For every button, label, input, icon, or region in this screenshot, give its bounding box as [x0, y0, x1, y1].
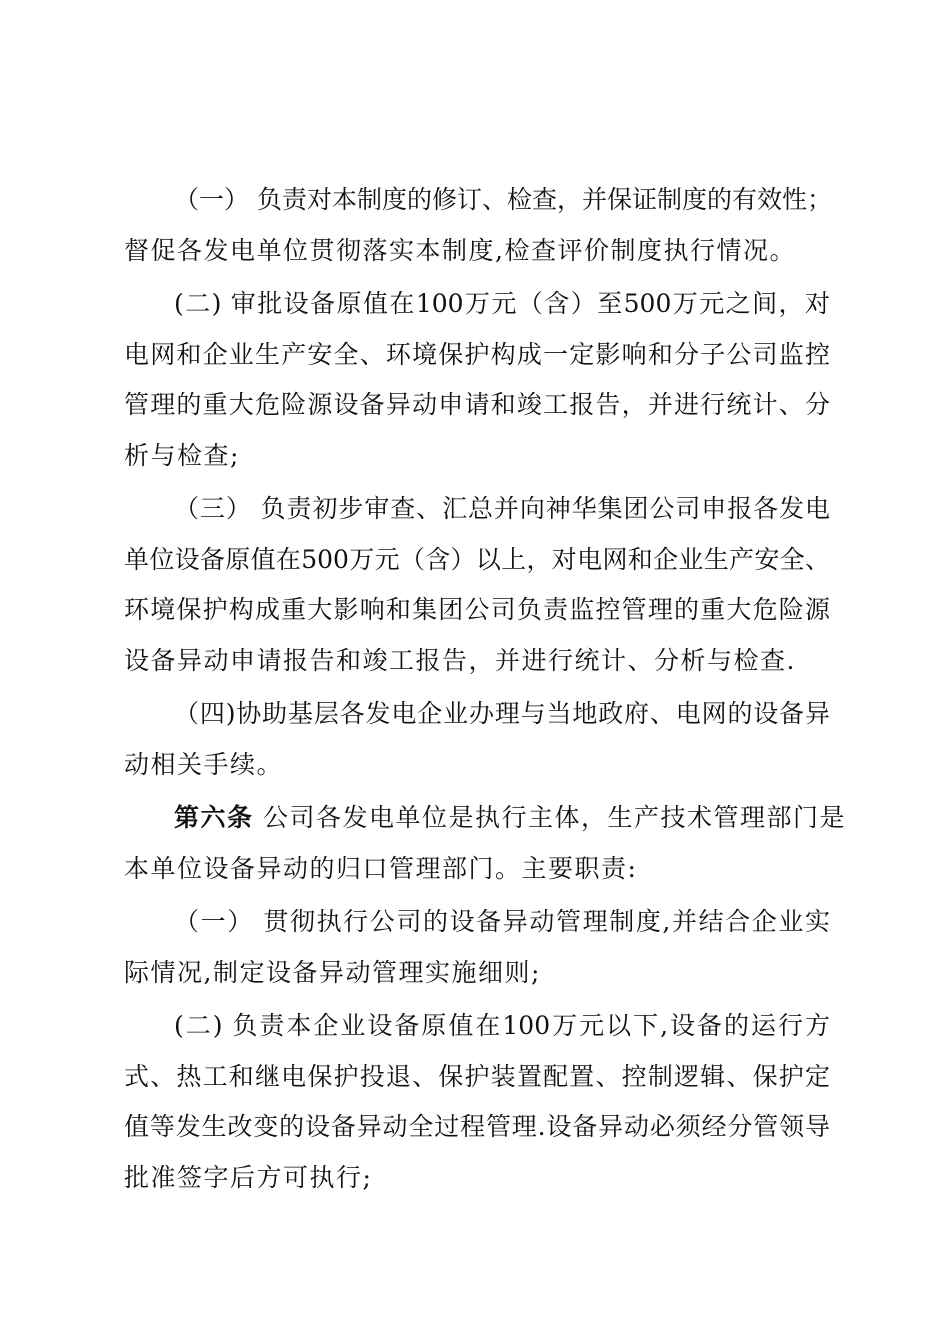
paragraph-line: 督促各发电单位贯彻落实本制度,检查评价制度执行情况。 [124, 235, 796, 265]
paragraph-3 [124, 489, 830, 691]
paragraph-line [124, 798, 846, 849]
paragraph-line: 环境保护构成重大影响和集团公司负责监控管理的重大危险源 [124, 595, 830, 624]
paragraph-line: (二) 审批设备原值在100万元（含）至500万元之间，对 [174, 289, 830, 318]
paragraph-line: （三） 负责初步审查、汇总并向神华集团公司申报各发电 [174, 494, 830, 523]
paragraph-line: （四)协助基层各发电企业办理与当地政府、电网的设备异 [174, 699, 830, 728]
article-heading: 第六条 [174, 803, 254, 832]
article-6 [124, 798, 846, 899]
paragraph-line: 管理的重大危险源设备异动申请和竣工报告，并进行统计、分 [124, 390, 830, 419]
paragraph-line: 动相关手续。 [124, 749, 284, 779]
paragraph-line: 设备异动申请报告和竣工报告，并进行统计、分析与检查. [124, 645, 796, 675]
paragraph-7 [124, 1006, 830, 1208]
article-text: 公司各发电单位是执行主体，生产技术管理部门是 [253, 803, 846, 832]
paragraph-line: 批准签字后方可执行; [124, 1162, 373, 1192]
paragraph-line: (二) 负责本企业设备原值在100万元以下,设备的运行方 [174, 1011, 830, 1040]
paragraph-line: 值等发生改变的设备异动全过程管理.设备异动必须经分管领导 [124, 1112, 830, 1141]
paragraph-line: （一） 贯彻执行公司的设备异动管理制度,并结合企业实 [174, 907, 830, 936]
paragraph-line: 式、热工和继电保护投退、保护装置配置、控制逻辑、保护定 [124, 1061, 830, 1091]
paragraph-2 [124, 284, 830, 486]
paragraph-line: 电网和企业生产安全、环境保护构成一定影响和分子公司监控 [124, 339, 830, 369]
paragraph-6 [124, 902, 830, 1003]
paragraph-4 [124, 694, 830, 795]
paragraph-line: 际情况,制定设备异动管理实施细则; [124, 957, 541, 987]
paragraph-line: 单位设备原值在500万元（含）以上，对电网和企业生产安全、 [124, 544, 830, 574]
paragraph-1 [124, 180, 830, 281]
document-page [124, 180, 846, 1211]
paragraph-line: 析与检查; [124, 440, 240, 470]
paragraph-line: 本单位设备异动的归口管理部门。主要职责: [124, 853, 638, 883]
paragraph-line: （一） 负责对本制度的修订、检查，并保证制度的有效性； [174, 185, 832, 214]
